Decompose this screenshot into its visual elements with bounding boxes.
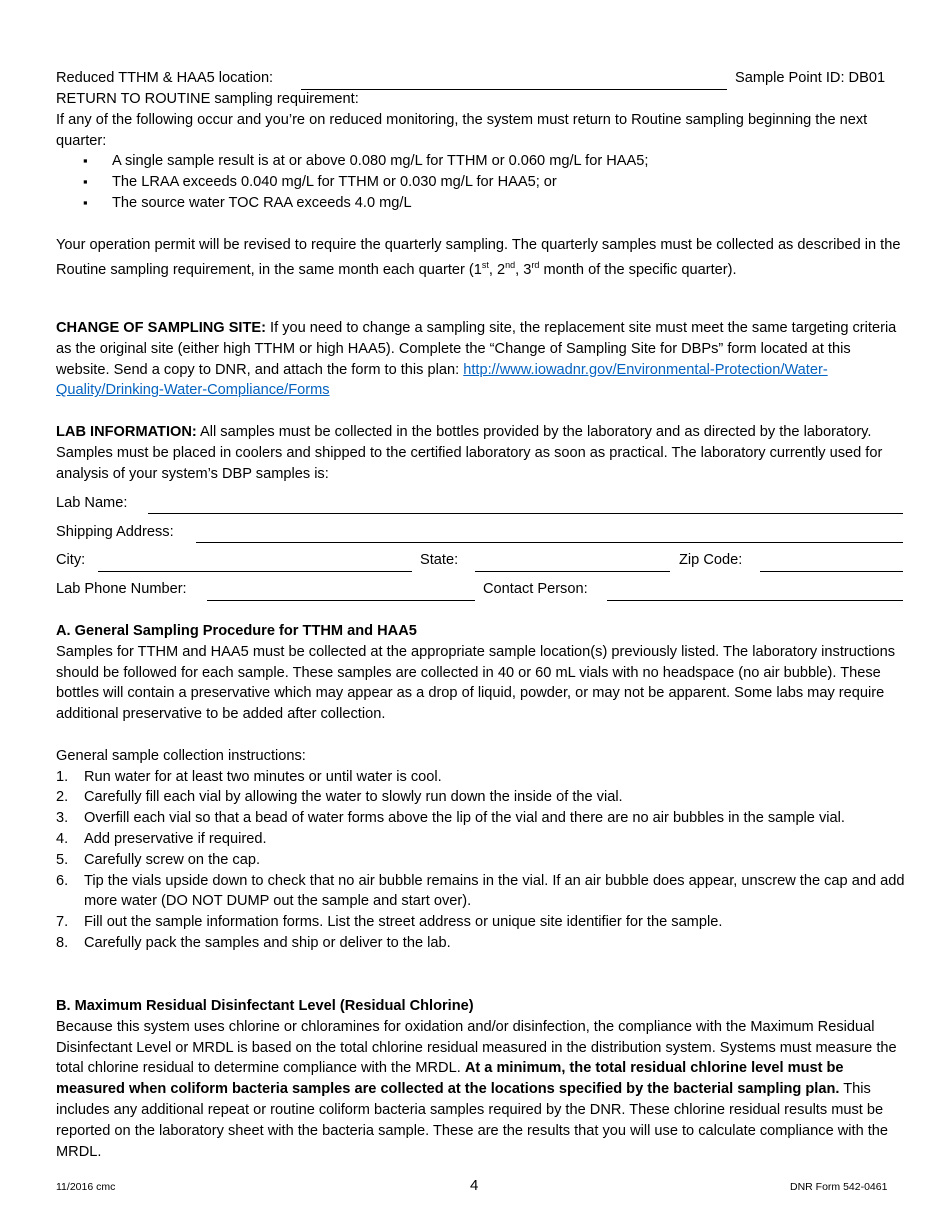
lab-name-label: Lab Name:: [56, 495, 128, 511]
shipping-address-label: Shipping Address:: [56, 524, 174, 540]
sample-point-id: Sample Point ID: DB01: [735, 70, 886, 86]
reduced-location-label: Reduced TTHM & HAA5 location:: [56, 70, 274, 86]
lab-info-paragraph: LAB INFORMATION: All samples must be collected in the bottles provided by the laboratory and as directed by the laboratory. Samples must be placed in coolers and shipped to the certified laboratory as soon as practical. The laboratory currently used for analysis of your system’s DBP samples is:: [56, 424, 883, 482]
state-label: State:: [420, 552, 459, 568]
list-item: 1. Run water for at least two minutes or until water is cool.: [56, 768, 442, 785]
return-routine-section: [56, 89, 906, 281]
list-item: 7. Fill out the sample information forms. List the street address or unique site identifier for the sample.: [56, 914, 723, 931]
list-item: 6. Tip the vials upside down to check that no air bubble remains in the vial. If an air bubble does appear, unscrew the cap and add more water (DO NOT DUMP out the sample and start over).: [56, 872, 905, 910]
contact-person-field[interactable]: [607, 600, 903, 601]
change-site-label: CHANGE OF SAMPLING SITE:: [56, 320, 266, 336]
list-item: 3. Overfill each vial so that a bead of water forms above the lip of the vial and there are no air bubbles in the sample vial.: [56, 810, 845, 827]
return-routine-intro: If any of the following occur and you’re on reduced monitoring, the system must return to Routine sampling beginning the next quarter:: [56, 111, 868, 149]
city-field[interactable]: [98, 571, 412, 572]
return-routine-bullets: [56, 151, 906, 213]
forms-link[interactable]: http://www.iowadnr.gov/Environmental-Protection/Water-Quality/Drinking-Water-Compliance/Forms: [56, 361, 828, 399]
instructions-list: [56, 767, 906, 954]
zip-field[interactable]: [760, 571, 903, 572]
lab-name-field[interactable]: [148, 513, 903, 514]
state-field[interactable]: [475, 571, 670, 572]
section-b-paragraph: Because this system uses chlorine or chloramines for oxidation and/or disinfection, the compliance with the Maximum Residual Disinfectant Level or MRDL is based on the total chlorine residual measured in the distribution system. Systems must measure the total chlorine residual to determine compliance with the MRDL. At a minimum, the total residual chlorine level must be measured when coliform bacteria samples are collected at the locations specified by the bacterial sampling plan. This includes any additional repeat or routine coliform bacteria samples required by the DNR. These chlorine residual results must be reported on the laboratory sheet with the bacteria sample. These are the results that you will use to calculate compliance with the MRDL.: [56, 1018, 897, 1160]
lab-phone-label: Lab Phone Number:: [56, 581, 187, 597]
lab-phone-field[interactable]: [207, 600, 475, 601]
section-a: [56, 621, 906, 954]
footer-date: 11/2016 cmc: [56, 1181, 116, 1193]
list-item: 2. Carefully fill each vial by allowing the water to slowly run down the inside of the vial.: [56, 789, 623, 806]
lab-info-section: [56, 422, 906, 484]
list-item: ▪ The source water TOC RAA exceeds 4.0 mg/L: [56, 193, 906, 214]
list-item: 8. Carefully pack the samples and ship or deliver to the lab.: [56, 934, 451, 951]
footer-form-number: DNR Form 542-0461: [790, 1181, 888, 1193]
change-site-paragraph: CHANGE OF SAMPLING SITE: If you need to change a sampling site, the replacement site must meet the same targeting criteria as the original site (either high TTHM or high HAA5). Complete the “Change of Sampling Site for DBPs” form located at this website. Send a copy to DNR, and attach the form to this plan: http://www.iowadnr.gov/Environmental-Protection/Water-Quality/Drinking-Water-Compliance/Forms: [56, 320, 897, 399]
page-number: 4: [470, 1177, 479, 1194]
section-b: [56, 996, 906, 1162]
list-item: ▪ A single sample result is at or above 0.080 mg/L for TTHM or 0.060 mg/L for HAA5;: [56, 151, 906, 172]
zip-label: Zip Code:: [679, 552, 743, 568]
shipping-address-field[interactable]: [196, 542, 903, 543]
change-site-section: [56, 318, 906, 401]
section-a-paragraph: Samples for TTHM and HAA5 must be collected at the appropriate sample location(s) previously listed. The laboratory instructions should be followed for each sample. These samples are collected in 40 or 60 mL vials with no headspace (no air bubble). These bottles will contain a preservative which may appear as a drop of liquid, powder, or may not be apparent. Some labs may require additional preservative to be added after collection.: [56, 643, 895, 723]
list-item: ▪ The LRAA exceeds 0.040 mg/L for TTHM or 0.030 mg/L for HAA5; or: [56, 172, 906, 193]
return-routine-heading: RETURN TO ROUTINE sampling requirement:: [56, 91, 359, 107]
city-label: City:: [56, 552, 86, 568]
list-item: 4. Add preservative if required.: [56, 830, 267, 847]
list-item: 5. Carefully screw on the cap.: [56, 851, 261, 868]
section-b-heading: B. Maximum Residual Disinfectant Level (Residual Chlorine): [56, 998, 474, 1014]
instructions-heading: General sample collection instructions:: [56, 747, 306, 764]
permit-paragraph: Your operation permit will be revised to require the quarterly sampling. The quarterly samples must be collected as described in the Routine sampling requirement, in the same month each quarter (1st, 2nd, 3rd month of the specific quarter).: [56, 236, 901, 279]
lab-info-label: LAB INFORMATION:: [56, 424, 197, 440]
contact-person-label: Contact Person:: [483, 581, 588, 597]
section-a-heading: A. General Sampling Procedure for TTHM and HAA5: [56, 623, 417, 639]
